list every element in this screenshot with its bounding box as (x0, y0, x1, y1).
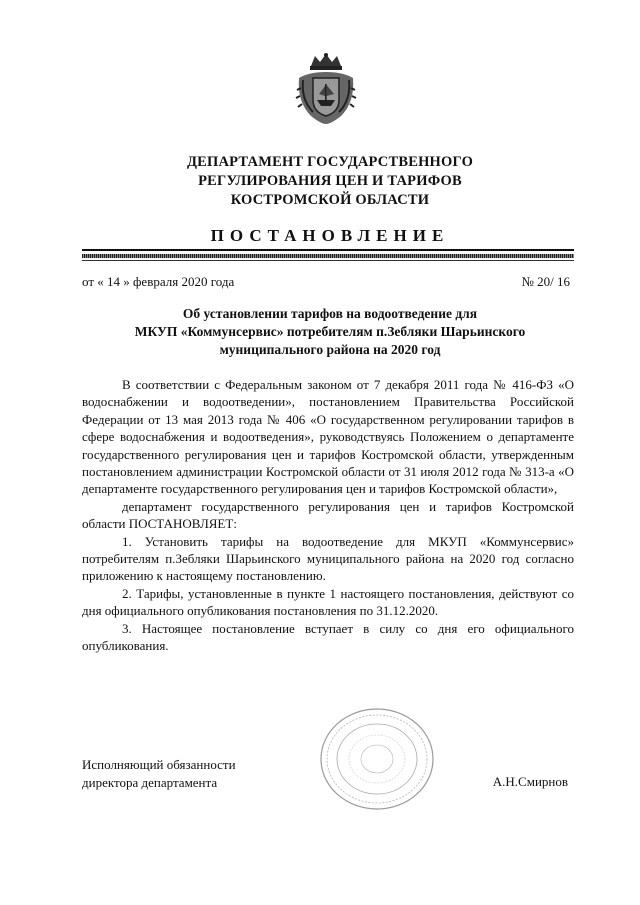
body-paragraph-item-1: 1. Установить тарифы на водоотведение для МКУП «Коммунсервис» потребителям п.Зебляки Шарьинского муниципального района на 2020 год согласно приложению к настоящему постановлению. (82, 533, 574, 584)
subject-line-1: Об установлении тарифов на водоотведение для (182, 306, 478, 321)
body-paragraph-resolves: департамент государственного регулирования цен и тарифов Костромской области ПОСТАНОВЛЯЕТ: (82, 498, 574, 532)
document-type-title: ПОСТАНОВЛЕНИЕ (210, 226, 450, 245)
header-rule-middle (82, 254, 574, 258)
signatory-title-line-1: Исполняющий обязанности (82, 757, 236, 772)
header-rule-top (82, 249, 574, 251)
department-name-line-3: КОСТРОМСКОЙ ОБЛАСТИ (230, 192, 430, 208)
body-paragraph-item-3: 3. Настоящее постановление вступает в силу со дня его официального опубликования. (82, 620, 574, 654)
body-paragraph-item-2: 2. Тарифы, установленные в пункте 1 настоящего постановления, действуют со дня официального опубликования постановления по 31.12.2020. (82, 585, 574, 619)
signatory-name: А.Н.Смирнов (492, 774, 568, 789)
header-rule-bottom (82, 260, 574, 261)
official-seal-icon (318, 706, 436, 812)
department-name-line-1: ДЕПАРТАМЕНТ ГОСУДАРСТВЕННОГО (186, 154, 474, 170)
department-name-line-2: РЕГУЛИРОВАНИЯ ЦЕН И ТАРИФОВ (198, 173, 462, 189)
coat-of-arms-icon (291, 52, 361, 126)
document-body (82, 376, 574, 655)
subject-line-3: муниципального района на 2020 год (219, 342, 441, 357)
document-date: от « 14 » февраля 2020 года (82, 274, 235, 289)
body-paragraph-preamble: В соответствии с Федеральным законом от 7 декабря 2011 года № 416-ФЗ «О водоснабжении и водоотведении», постановлением Правительства Российской Федерации от 13 мая 2013 года № 406 «О государственном регулировании тарифов в сфере водоснабжения и водоотведения», руководствуясь Положением о департаменте государственного регулирования цен и тарифов Костромской области, утвержденным постановлением администрации Костромской области от 31 июля 2012 года № 313-а «О департаменте государственного регулирования цен и тарифов Костромской области», (82, 377, 574, 497)
subject-line-2: МКУП «Коммунсервис» потребителям п.Зебляки Шарьинского (134, 324, 526, 339)
signatory-title-line-2: директора департамента (82, 775, 218, 790)
document-number: № 20/ 16 (521, 274, 570, 289)
signatory-title (82, 756, 236, 792)
